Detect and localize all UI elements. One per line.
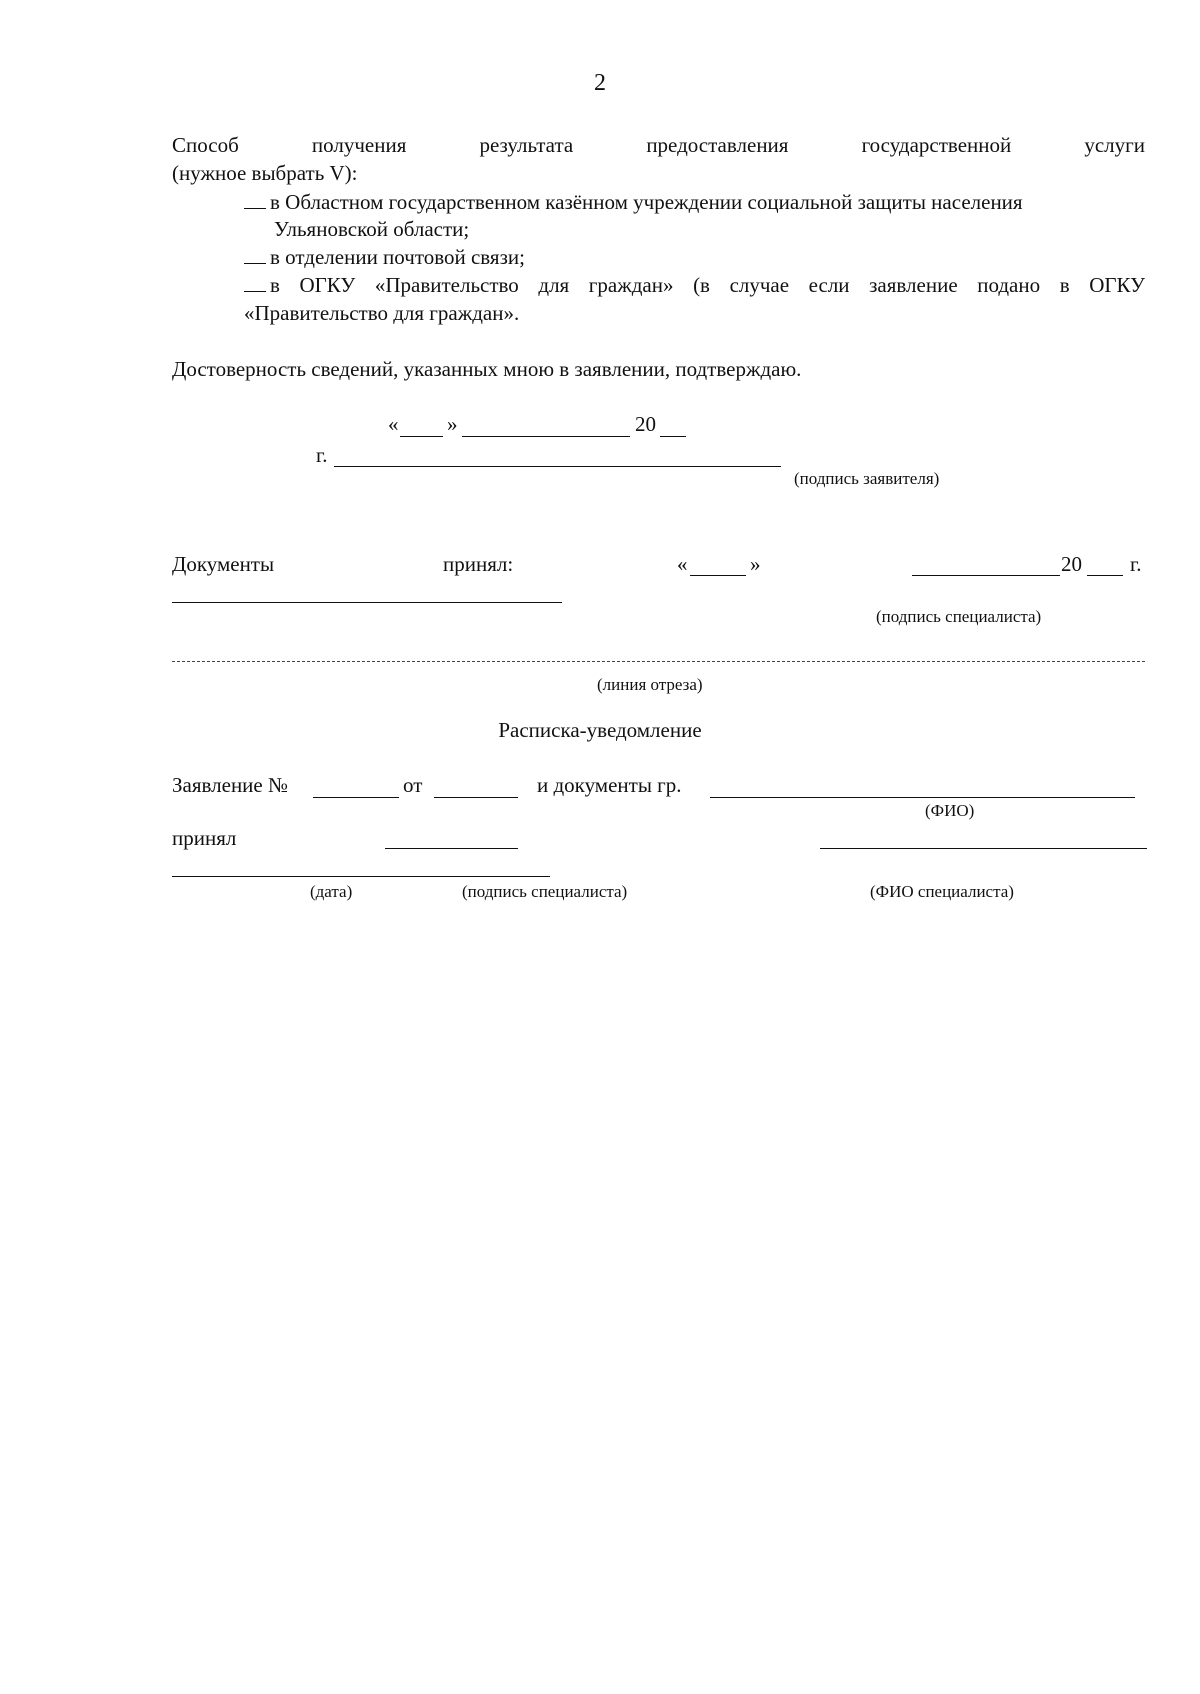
accepted-close-quote: » (750, 552, 761, 576)
delivery-word: получения (311, 133, 407, 157)
delivery-heading-line (172, 133, 1145, 158)
page-number: 2 (594, 70, 606, 96)
option-word: ОГКУ (299, 273, 356, 297)
option-checkbox-blank[interactable] (244, 291, 266, 292)
accepted-word: принял: (443, 552, 514, 576)
receipt-accepted-label: принял (172, 826, 237, 850)
fio-caption: (ФИО) (925, 801, 975, 820)
option-word: если (808, 273, 850, 297)
delivery-word: результата (479, 133, 574, 157)
delivery-instruction: (нужное выбрать V): (172, 161, 358, 185)
option-label: в Областном государственном казённом учреждении социальной защиты населения (270, 190, 1023, 214)
option-word: (в (693, 273, 710, 297)
specialist-signature-caption: (подпись специалиста) (876, 607, 1042, 626)
docs-word: Документы (172, 552, 275, 576)
option-label: в отделении почтовой связи; (270, 245, 525, 269)
accepted-year-blank-line[interactable] (1087, 575, 1123, 576)
delivery-word: государственной (861, 133, 1012, 157)
date-caption: (дата) (310, 882, 353, 901)
option-word: для (538, 273, 570, 297)
option-word: в (1059, 273, 1070, 297)
delivery-word: предоставления (646, 133, 789, 157)
application-number-label: Заявление № (172, 773, 289, 797)
delivery-word: услуги (1084, 133, 1145, 157)
option-checkbox-blank[interactable] (244, 263, 266, 264)
option-post-office[interactable] (244, 245, 525, 270)
option-social-protection[interactable] (244, 190, 1023, 215)
close-quote: » (447, 412, 458, 436)
g-label: г. (316, 443, 328, 467)
option-ogku[interactable] (244, 273, 1145, 298)
signature-caption: (подпись специалиста) (462, 882, 628, 901)
accepted-year-suffix: г. (1130, 552, 1142, 576)
cut-line (172, 661, 1145, 662)
option-word: «Правительство (374, 273, 519, 297)
day-blank-line[interactable] (400, 436, 443, 437)
receipt-date-line[interactable] (385, 848, 518, 849)
application-date-line[interactable] (434, 797, 518, 798)
option-ogku-cont: «Правительство для граждан». (244, 301, 520, 325)
cut-line-caption: (линия отреза) (597, 675, 703, 694)
option-word: граждан» (588, 273, 674, 297)
option-ogku-first: в (244, 273, 280, 298)
applicant-signature-caption: (подпись заявителя) (794, 469, 940, 488)
option-checkbox-blank[interactable] (244, 208, 266, 209)
docs-citizen-label: и документы гр. (537, 773, 682, 797)
receipt-title: Расписка-уведомление (498, 718, 702, 742)
from-label: от (403, 773, 423, 797)
year-blank-line[interactable] (660, 436, 686, 437)
applicant-signature-line[interactable] (334, 466, 781, 467)
citizen-fio-line[interactable] (710, 797, 1135, 798)
accepted-open-quote: « (677, 552, 688, 576)
delivery-word: Способ (172, 133, 239, 157)
accepted-day-blank-line[interactable] (690, 575, 746, 576)
accepted-month-blank-line[interactable] (912, 575, 1060, 576)
specialist-fio-line[interactable] (820, 848, 1147, 849)
specialist-fio-caption: (ФИО специалиста) (870, 882, 1014, 901)
specialist-signature-line[interactable] (172, 602, 562, 603)
option-word: ОГКУ (1089, 273, 1145, 297)
receipt-signature-line[interactable] (172, 876, 550, 877)
option-social-protection-cont: Ульяновской области; (274, 217, 470, 241)
accepted-year-prefix: 20 (1061, 552, 1082, 576)
option-word: заявление (869, 273, 958, 297)
option-word: подано (977, 273, 1041, 297)
application-number-line[interactable] (313, 797, 399, 798)
year-prefix: 20 (635, 412, 656, 436)
confirmation-text: Достоверность сведений, указанных мною в заявлении, подтверждаю. (172, 357, 802, 381)
month-blank-line[interactable] (462, 436, 630, 437)
option-word: случае (729, 273, 790, 297)
open-quote: « (388, 412, 399, 436)
